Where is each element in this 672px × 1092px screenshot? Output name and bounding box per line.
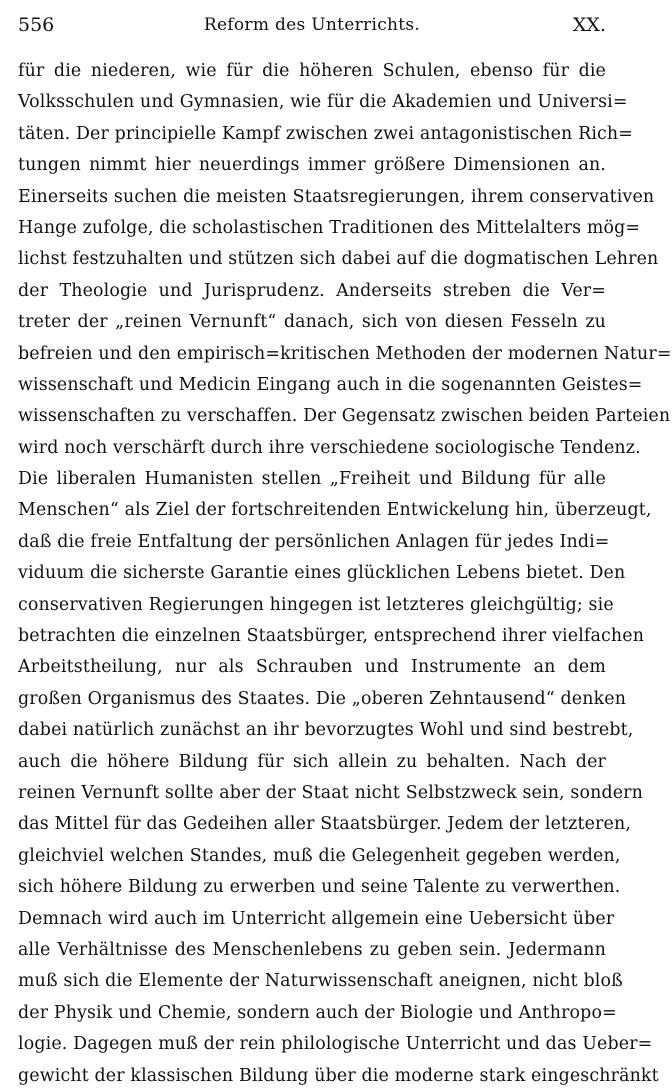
page-number: 556 [18, 14, 55, 36]
text-line: für die niederen, wie für die höheren Schulen, ebenso für die [18, 61, 606, 81]
text-line: Menschen“ als Ziel der fortschreitenden Entwickelung hin, überzeugt, [18, 500, 652, 521]
text-line: sich höhere Bildung zu erwerben und seine Talente zu verwerthen. [18, 877, 621, 898]
body-text [18, 56, 672, 1092]
text-line: Einerseits suchen die meisten Staatsregierungen, ihrem conservativen [18, 186, 655, 207]
text-line: der Physik und Chemie, sondern auch der Biologie und Anthropo= [18, 1002, 617, 1023]
text-line: viduum die sicherste Garantie eines glücklichen Lebens bietet. Den [18, 563, 626, 584]
text-line: Arbeitstheilung, nur als Schrauben und Instrumente an dem [18, 657, 606, 678]
text-line: gleichviel welchen Standes, muß die Gelegenheit gegeben werden, [18, 845, 621, 866]
text-line: lichst festzuhalten und stützen sich dabei auf die dogmatischen Lehren [18, 249, 659, 270]
text-line: der Theologie und Jurisprudenz. Anderseits streben die Ver= [18, 280, 606, 301]
running-title: Reform des Unterrichts. [203, 15, 421, 35]
text-line: wird noch verschärft durch ihre verschiedene sociologische Tendenz. [18, 437, 641, 458]
text-line: daß die freie Entfaltung der persönlichen Anlagen für jedes Indi= [18, 531, 610, 552]
text-line: dabei natürlich zunächst an ihr bevorzugtes Wohl und sind bestrebt, [18, 720, 634, 741]
text-line: alle Verhältnisse des Menschenlebens zu geben sein. Jedermann [18, 939, 606, 960]
text-line: Volksschulen und Gymnasien, wie für die Akademien und Universi= [18, 92, 628, 113]
text-line: Die liberalen Humanisten stellen „Freiheit und Bildung für alle [18, 469, 606, 490]
text-line: treter der „reinen Vernunft“ danach, sich von diesen Fesseln zu [18, 312, 606, 333]
text-line: betrachten die einzelnen Staatsbürger, entsprechend ihrer vielfachen [18, 626, 645, 647]
text-line: logie. Dagegen muß der rein philologische Unterricht und das Ueber= [18, 1034, 653, 1055]
text-line: reinen Vernunft sollte aber der Staat nicht Selbstzweck sein, sondern [18, 782, 643, 803]
page-header [18, 10, 606, 40]
text-line: tungen nimmt hier neuerdings immer größere Dimensionen an. [18, 155, 606, 176]
text-line: täten. Der principielle Kampf zwischen zwei antagonistischen Rich= [18, 123, 633, 144]
text-line: großen Organismus des Staates. Die „oberen Zehntausend“ denken [18, 688, 627, 709]
text-line: Hange zufolge, die scholastischen Traditionen des Mittelalters mög= [18, 217, 641, 238]
text-line: muß sich die Elemente der Naturwissenschaft aneignen, nicht bloß [18, 971, 623, 992]
text-line: Demnach wird auch im Unterricht allgemein eine Uebersicht über [18, 908, 615, 929]
text-line: wissenschaft und Medicin Eingang auch in die sogenannten Geistes= [18, 374, 643, 395]
text-line: conservativen Regierungen hingegen ist letzteres gleichgültig; sie [18, 594, 614, 615]
text-line: wissenschaften zu verschaffen. Der Gegensatz zwischen beiden Parteien [18, 406, 671, 427]
text-line: gewicht der klassischen Bildung über die moderne stark eingeschränkt [18, 1065, 659, 1086]
text-line: das Mittel für das Gedeihen aller Staatsbürger. Jedem der letzteren, [18, 814, 631, 835]
chapter-number: XX. [572, 14, 606, 36]
text-line: auch die höhere Bildung für sich allein zu behalten. Nach der [18, 751, 606, 772]
text-line: befreien und den empirisch=kritischen Methoden der modernen Natur= [18, 343, 672, 364]
